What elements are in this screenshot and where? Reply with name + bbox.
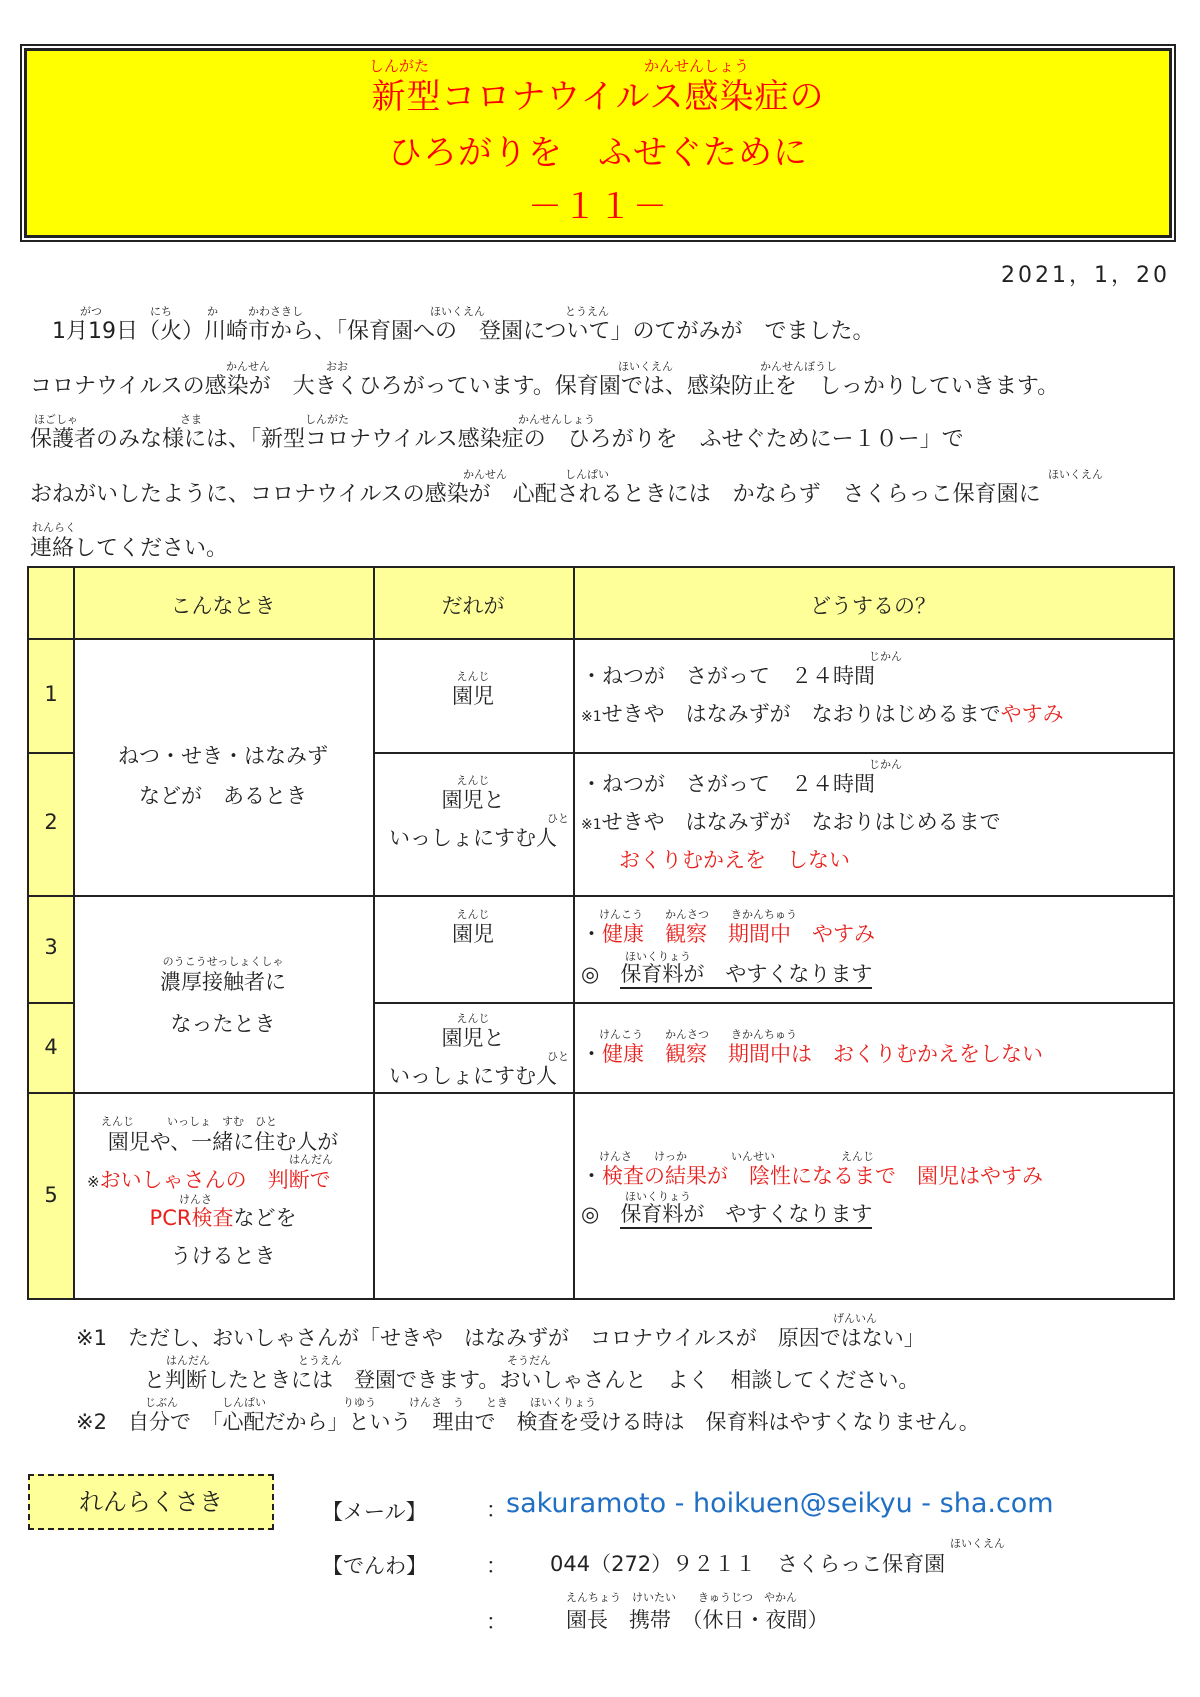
tel2-colon: ： (486, 1610, 507, 1634)
tel-label: 【でんわ】 (322, 1554, 427, 1578)
tel-value: 044（272）９２１１ さくらっこ保育園 (550, 1552, 946, 1576)
furigana: じかん (869, 758, 902, 771)
furigana: かんせんぼうし (760, 360, 837, 373)
furigana: しんぱい (565, 468, 609, 481)
tel2-value: 園長 携帯 （休日・夜間） (566, 1608, 829, 1632)
when-fever-line-1: ねつ・せき・はなみず (118, 744, 328, 768)
furigana: けんさ けっか いんせい えんじ (599, 1150, 874, 1163)
header-when: こんなとき (170, 594, 276, 618)
intro-line-3: 保護者のみな様には、「新型コロナウイルス感染症の ひろがりを ふせぐためにー１０ー」で (30, 427, 964, 452)
intro-paragraph (0, 0, 1200, 560)
row-number-4: 4 (44, 1035, 58, 1059)
furigana: ほいくえん (618, 360, 673, 373)
when-fever-line-2: などが あるとき (139, 784, 307, 808)
intro-line-5: 連絡してください。 (30, 536, 229, 561)
row-number-2: 2 (44, 810, 58, 834)
guidance-table (27, 566, 1175, 1300)
furigana: かんせんしょう (518, 413, 595, 426)
header-what: どうするの？ (810, 594, 936, 618)
note-1-line-2: と判断したときには 登園できます。おいしゃさんと よく 相談してください。 (144, 1368, 920, 1392)
do-r5-line-1: ・検査の結果が 陰性になるまで 園児はやすみ (581, 1164, 1043, 1188)
do-r2-line-2: ※1せきや はなみずが なおりはじめるまで (581, 810, 1001, 834)
when-pcr-line-3: PCR検査などを (149, 1206, 297, 1230)
furigana: ほいくりょう (625, 950, 691, 963)
furigana: おお (326, 360, 348, 373)
title-line-3: －１１－ (528, 187, 668, 227)
when-pcr-line-4: うけるとき (170, 1244, 276, 1268)
row-number-3: 3 (44, 935, 58, 959)
furigana: えんじ (456, 670, 490, 683)
note-2: ※2 自分で 「心配だから」という 理由で 検査を受ける時は 保育料はやすくなりません。 (76, 1410, 980, 1434)
furigana: とうえん (565, 305, 609, 318)
do-r2-line-1: ・ねつが さがって ２４時間 (581, 772, 875, 796)
tel-colon: ： (486, 1554, 507, 1578)
contact-box-label: れんらくさき (28, 1474, 274, 1530)
furigana: ほいくえん (430, 305, 485, 318)
title-line-1: 新型コロナウイルス感染症の (371, 77, 825, 117)
furigana: か (207, 305, 218, 318)
who-child-1: 園児 (452, 684, 494, 708)
title-line-2: ひろがりを ふせぐために (388, 133, 808, 173)
furigana: えんちょう けいたい きゅうじつ やかん (566, 1591, 797, 1604)
do-r4-line-1: ・健康 観察 期間中は おくりむかえをしない (581, 1042, 1043, 1066)
furigana: のうこうせっしょくしゃ (162, 955, 284, 968)
furigana: しんがた (305, 413, 349, 426)
furigana: さま (180, 413, 202, 426)
furigana: ほいくりょう (625, 1190, 691, 1203)
furigana: えんじ いっしょ すむ ひと (101, 1115, 277, 1128)
note-1-line-1: ※1 ただし、おいしゃさんが「せきや はなみずが コロナウイルスが 原因ではない」 (76, 1326, 925, 1350)
when-contact-line-2: なったとき (170, 1012, 276, 1036)
furigana: はんだん (289, 1153, 333, 1166)
furigana: えんじ (456, 1012, 490, 1025)
title-ruby-kansensho: かんせんしょう (644, 57, 750, 75)
issue-date: 2021，1，20 (1001, 263, 1170, 288)
furigana: はんだん とうえん そうだん (166, 1354, 551, 1367)
furigana: けんさ (179, 1193, 212, 1206)
furigana: けんこう かんさつ きかんちゅう (599, 1028, 797, 1041)
furigana: けんこう かんさつ きかんちゅう (599, 908, 797, 921)
title-ruby-shingata: しんがた (369, 57, 430, 75)
furigana: じかん (869, 650, 902, 663)
intro-line-4: おねがいしたように、コロナウイルスの感染が 心配されるときには かならず さくらっこ保育園に (30, 482, 1041, 507)
furigana: ほごしゃ (34, 413, 78, 426)
do-r2-line-3: おくりむかえを しない (619, 848, 850, 872)
who-child-3: 園児 (452, 922, 494, 946)
furigana: げんいん (833, 1312, 877, 1325)
furigana: ほいくえん (1048, 468, 1103, 481)
mail-colon: ： (486, 1498, 507, 1522)
row-number-1: 1 (44, 682, 58, 706)
furigana: えんじ (456, 774, 490, 787)
do-r5-line-2: ◎ 保育料が やすくなります (581, 1198, 872, 1228)
furigana: かんせん (226, 360, 270, 373)
furigana: じぶん しんぱい りゆう けんさ う とき ほいくりょう (145, 1396, 596, 1409)
row-number-5: 5 (44, 1183, 58, 1207)
furigana: がつ (80, 305, 102, 318)
furigana: ひと (547, 812, 569, 825)
when-contact-line-1: 濃厚接触者に (160, 970, 286, 994)
furigana: えんじ (456, 908, 490, 921)
intro-line-2: コロナウイルスの感染が 大きくひろがっています。保育園では、感染防止を しっかりしていきます。 (30, 374, 1060, 399)
mail-address-link[interactable]: sakuramoto - hoikuen@seikyu - sha.com (506, 1488, 1054, 1519)
furigana: れんらく (32, 521, 76, 534)
mail-label: 【メール】 (322, 1500, 427, 1524)
do-r3-line-2: ◎ 保育料が やすくなります (581, 958, 872, 988)
do-r1-line-1: ・ねつが さがって ２４時間 (581, 664, 875, 688)
who-child-family-4-line-2: いっしょにすむ人 (389, 1064, 557, 1088)
who-child-family-2-line-2: いっしょにすむ人 (389, 826, 557, 850)
do-r3-line-1: ・健康 観察 期間中 やすみ (581, 922, 875, 946)
when-pcr-line-2: ※おいしゃさんの 判断で (87, 1168, 331, 1192)
header-who: だれが (441, 594, 505, 618)
when-pcr-line-1: 園児や、一緒に住む人が (107, 1130, 339, 1154)
furigana: ひと (547, 1050, 569, 1063)
furigana: かわさきし (248, 305, 303, 318)
who-child-family-2-line-1: 園児と (441, 788, 505, 812)
intro-line-1: 1月19日（火）川崎市から、「保育園への 登園について」のてがみが でました。 (30, 319, 875, 344)
do-r1-line-2: ※1せきや はなみずが なおりはじめるまでやすみ (581, 702, 1064, 726)
who-child-family-4-line-1: 園児と (441, 1026, 505, 1050)
furigana: かんせん (463, 468, 507, 481)
furigana: にち (150, 305, 172, 318)
furigana: ほいくえん (950, 1537, 1005, 1550)
